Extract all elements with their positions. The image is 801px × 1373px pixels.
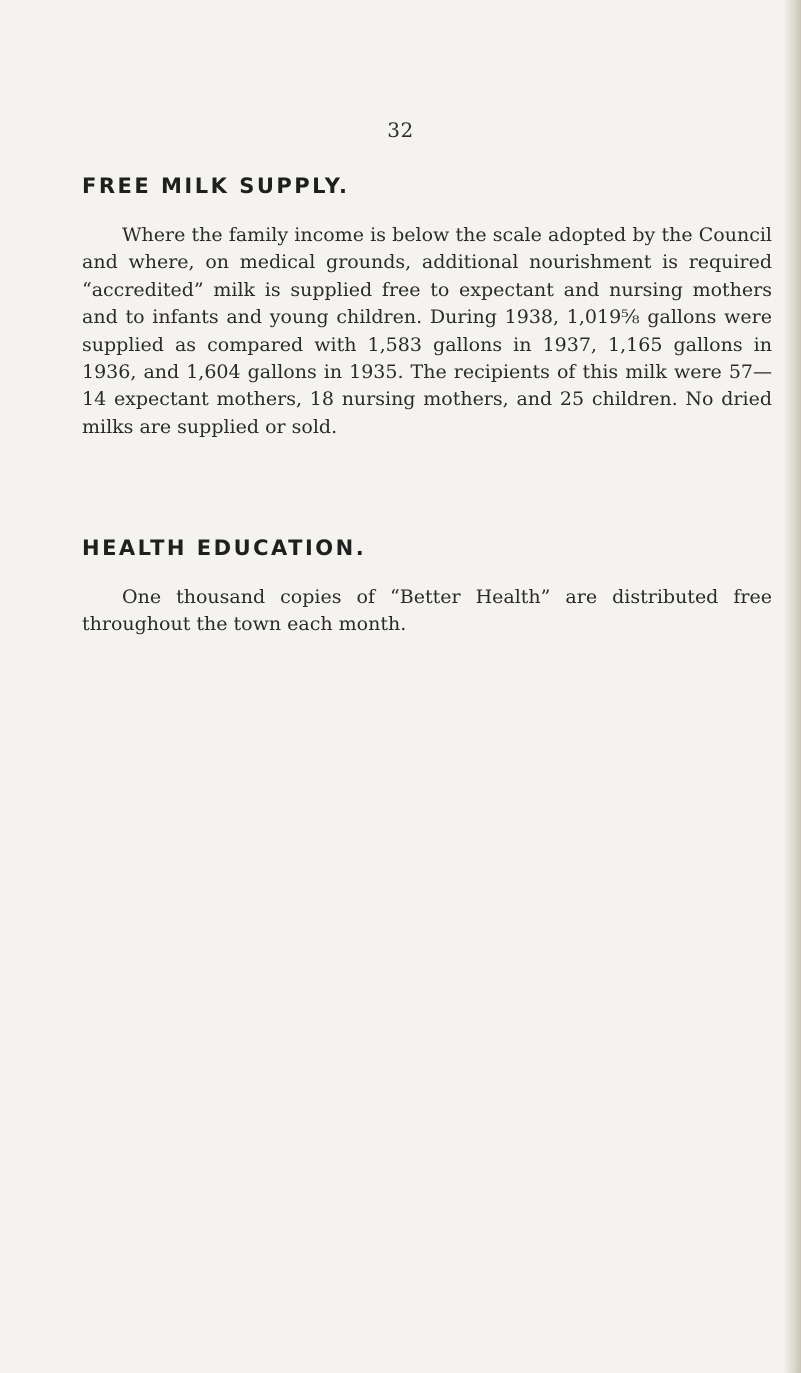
section-paragraph: One thousand copies of “Better Health” are distributed free throughout the town each month. xyxy=(82,586,772,636)
section-heading: FREE MILK SUPPLY. xyxy=(82,174,350,198)
section-free-milk-supply xyxy=(82,174,772,441)
section-paragraph: Where the family income is below the scale adopted by the Council and where, on medical grounds, additional nourishment is required “accredited” milk is supplied free to expectant and nursing mothers and to infants and young children. During 1938, 1,019⅝ gallons were supplied as compared with 1,583 gallons in 1937, 1,165 gallons in 1936, and 1,604 gallons in 1935. The recipients of this milk were 57—14 expectant mothers, 18 nursing mothers, and 25 children. No dried milks are supplied or sold. xyxy=(82,224,772,438)
section-health-education xyxy=(82,536,772,639)
page-edge-shadow xyxy=(783,0,801,1373)
section-heading: HEALTH EDUCATION. xyxy=(82,536,367,560)
page-number: 32 xyxy=(387,118,414,142)
